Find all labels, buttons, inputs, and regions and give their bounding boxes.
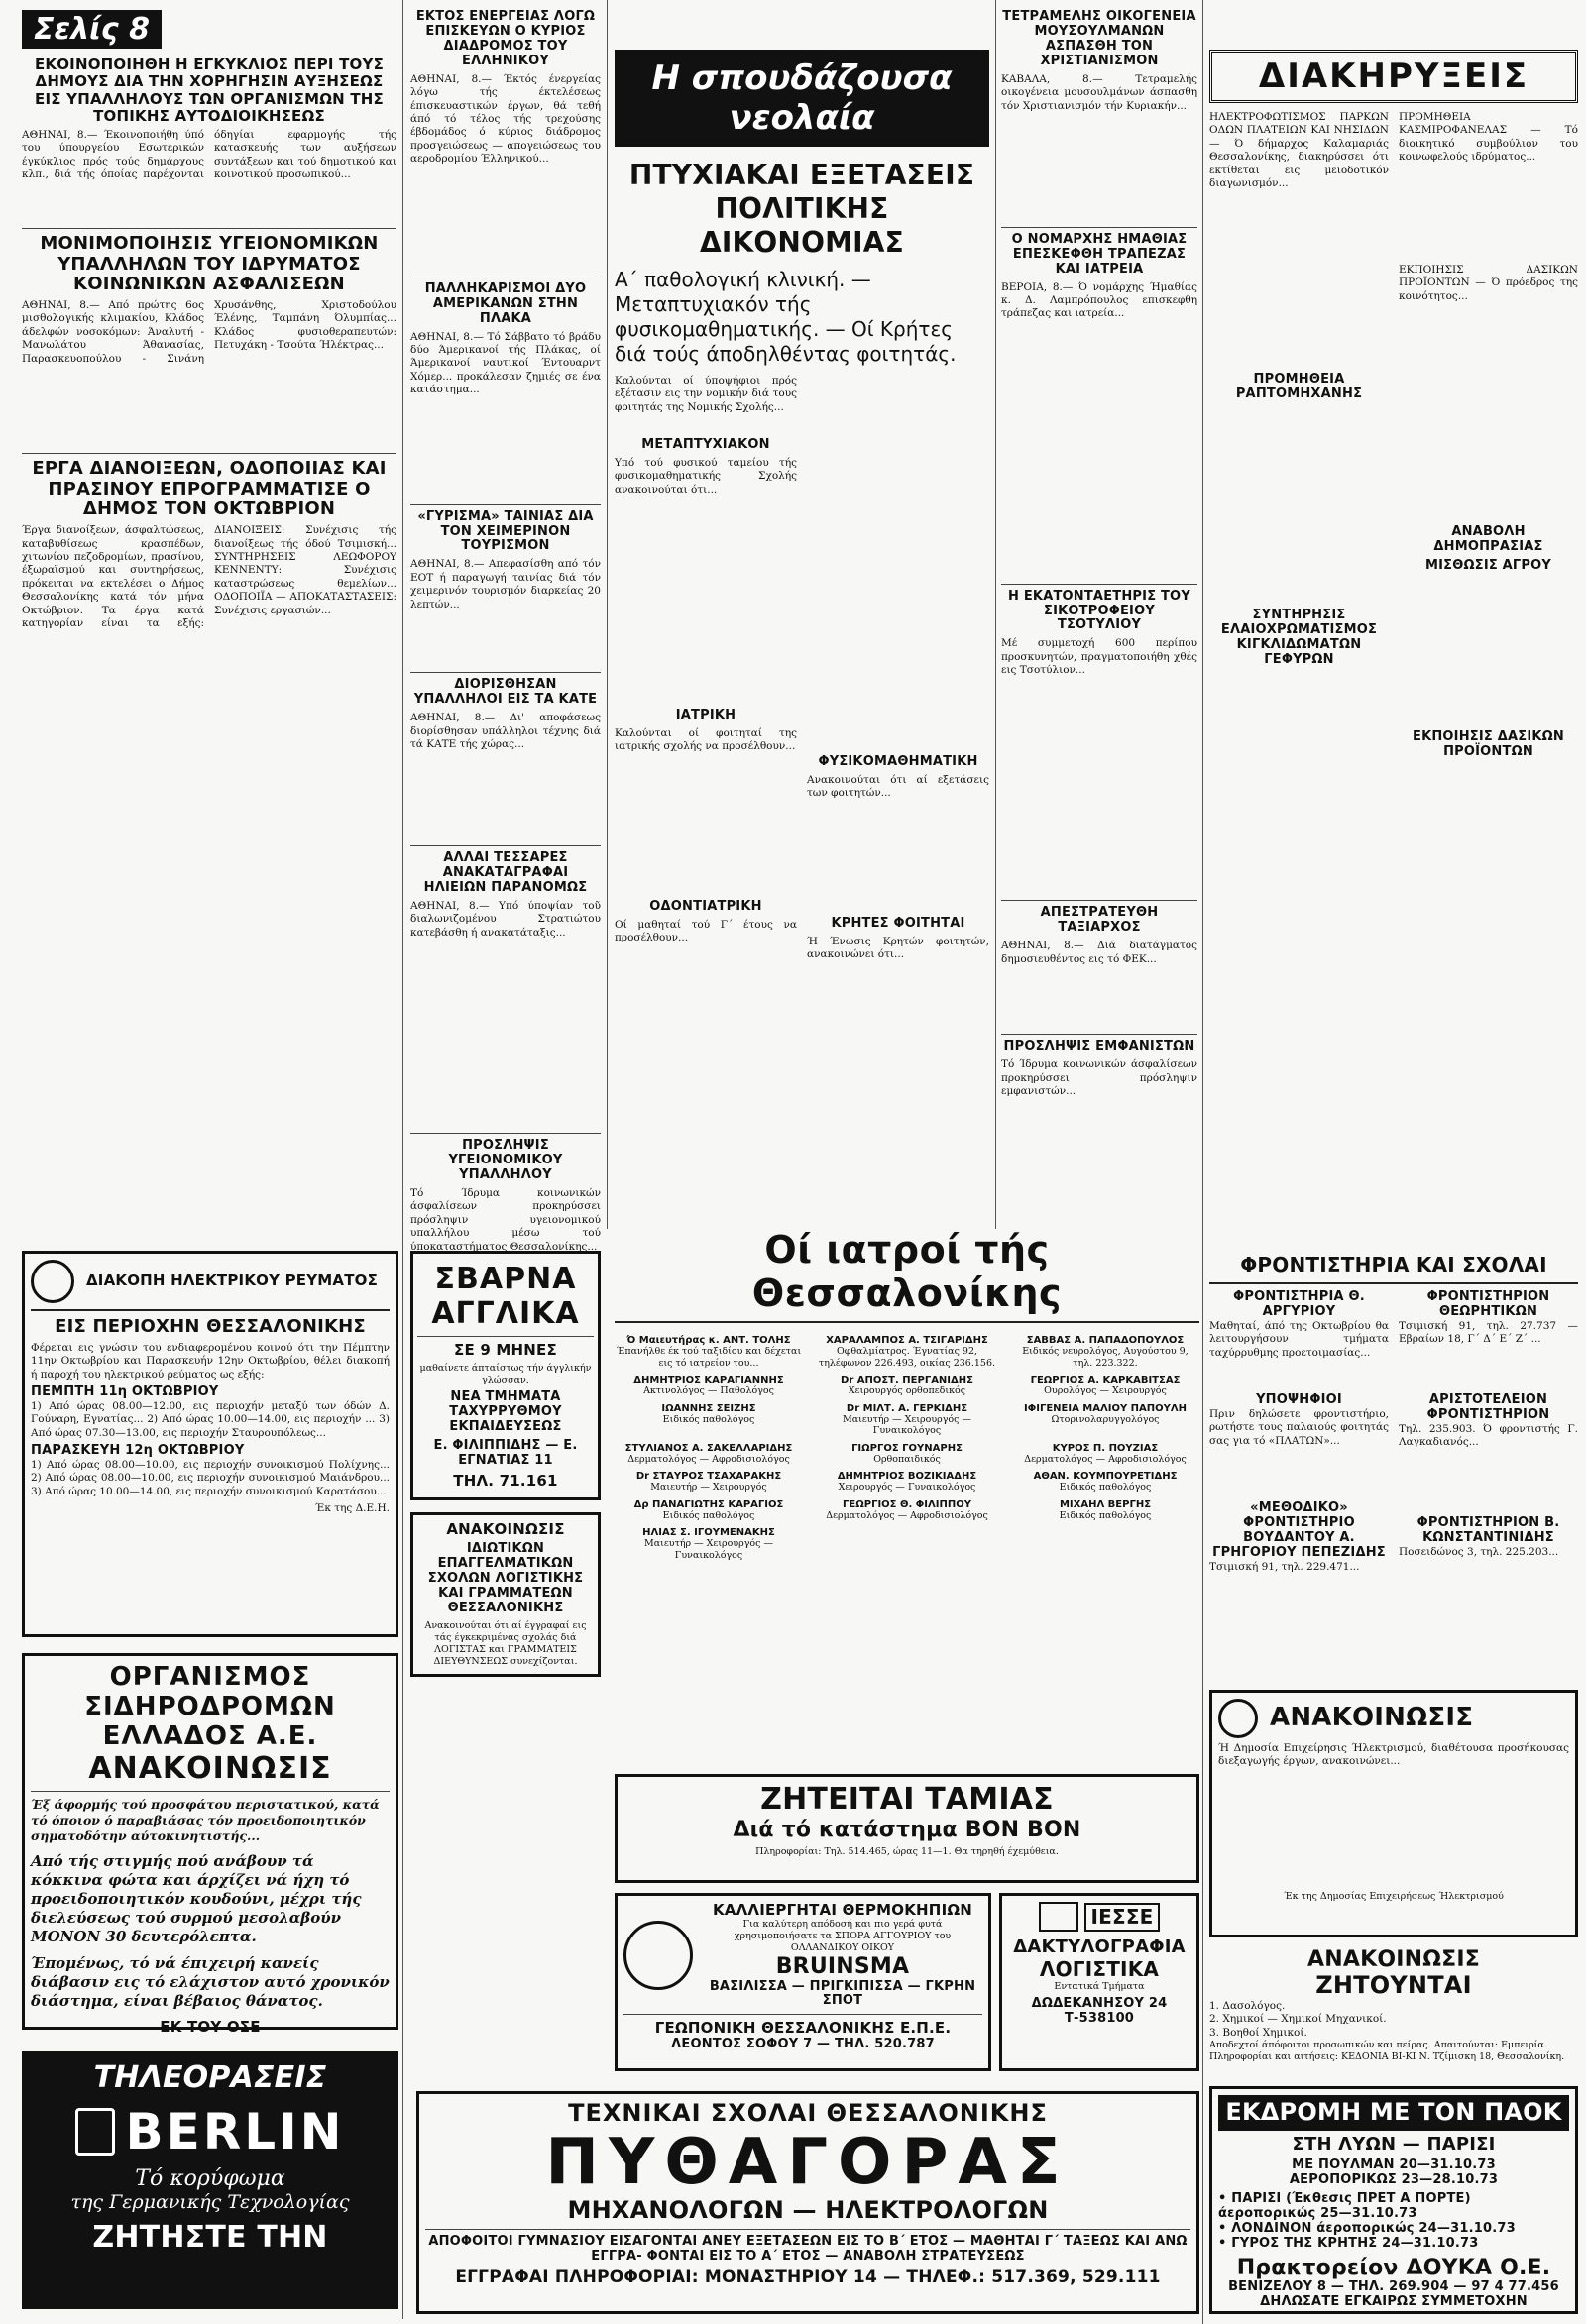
doctor-name: ΔΗΜΗΤΡΙΟΣ ΒΟΖΙΚΙΑΔΗΣ (837, 1471, 977, 1483)
doctor-info: Ειδικός παθολόγος (1059, 1482, 1152, 1494)
ad-iese-address: ΔΩΔΕΚΑΝΗΣΟΥ 24 Τ-538100 (1031, 1995, 1168, 2026)
doctor-name: ΓΕΩΡΓΙΟΣ Α. ΚΑΡΚΑΒΙΤΣΑΣ (1030, 1375, 1181, 1386)
doctor-entry (1011, 1329, 1199, 1369)
doctor-name: Dr ΜΙΛΤ. Α. ΓΕΡΚΙΔΗΣ (846, 1402, 968, 1414)
ad-svarna-line: Ε. ΦΙΛΙΠΠΙΔΗΣ — Ε. ΕΓΝΑΤΙΑΣ 11 (433, 1438, 578, 1468)
doctor-entry (813, 1494, 1001, 1522)
ad-pyth-title: ΠΥΘΑΓΟΡΑΣ (545, 2125, 1071, 2199)
column-1 (22, 10, 396, 1239)
ad-iese (999, 1893, 1199, 2071)
doctor-entry (615, 1369, 803, 1397)
ad-pyth-line: ΑΠΟΦΟΙΤΟΙ ΓΥΜΝΑΣΙΟΥ ΕΙΣΑΓΟΝΤΑΙ ΑΝΕΥ ΕΞΕΤΑΣΕΩΝ ΕΙΣ ΤΟ Β΄ ΕΤΟΣ — ΜΑΘΗΤΑΙ Γ΄ ΤΑΞΕΩΣ ΚΑΙ ΑΝΩ ΕΓΓΡΑ- ΦΟΝΤΑΙ ΕΙΣ ΤΟ Α΄ ΕΤΟΣ — ΑΝΑΒΟΛΗ ΣΤΡΑΤΕΥΣΕΩΣ (428, 2234, 1188, 2265)
school-title: ΥΠΟΨΗΦΙΟΙ (1256, 1391, 1342, 1407)
doctor-entry (615, 1465, 803, 1494)
doctor-info: Ειδικός νευρολόγος, Αυγούστου 9, τηλ. 223.322. (1022, 1346, 1189, 1369)
ad-day: ΠΕΜΠΤΗ 11η ΟΚΤΩΒΡΙΟΥ (31, 1383, 219, 1399)
doctor-name: ΣΑΒΒΑΣ Α. ΠΑΠΑΔΟΠΟΥΛΟΣ (1026, 1335, 1185, 1347)
ad-intro: Φέρεται εις γνώσιν του ενδιαφερομένου κοινού ότι την Πέμπτην 11ην Οκτωβρίου και Παρασκευήν 12ην Οκτωβρίου, θέλει διακοπή ή παροχή του ηλεκτρικού ρεύματος ως εξής: (31, 1341, 390, 1381)
headline-hiring: ΠΡΟΣΛΗΨΙΣ ΕΜΦΑΝΙΣΤΩΝ (1003, 1039, 1195, 1054)
section-label (22, 10, 162, 49)
doctor-entry (813, 1329, 1001, 1369)
school-text: Μαθηταί, άπό της Οκτωβρίου θα λειτουργήσουν τμήματα ταχύρρυθμης προετοιμασίας... (1209, 1319, 1389, 1359)
schools-section (1209, 1254, 1578, 1680)
tender-title: ΣΥΝΤΗΡΗΣΙΣ ΕΛΑΙΟΧΡΩΜΑΤΙΣΜΟΣ ΚΙΓΚΛΙΔΩΜΑΤΩΝ ΓΕΦΥΡΩΝ (1220, 607, 1378, 667)
wanted-item: 2. Χημικοί — Χημικοί Μηχανικοί. (1209, 2013, 1387, 2026)
ad-org: ΔΙΑΚΟΠΗ ΗΛΕΚΤΡΙΚΟΥ ΡΕΥΜΑΤΟΣ (86, 1272, 379, 1290)
doctor-entry (1011, 1494, 1199, 1522)
dei-anak-title: ΑΝΑΚΟΙΝΩΣΙΣ (1270, 1703, 1474, 1733)
ad-iese-logo: ΙΕΣΣΕ (1084, 1903, 1159, 1932)
article-body: Τό Ίδρυμα κοινωνικών άσφαλίσεων προκηρύσσει πρόσληψιν εμφανιστών... (1001, 1058, 1197, 1097)
ad-notice-body: Ανακοινούται ότι αί έγγραφαί εις τάς έγκεκριμένας σχολάς διά ΛΟΓΙΣΤΑΣ και ΓΡΑΜΜΑΤΕΙΣ ΔΙΕΥΘΥΝΣΕΩΣ συνεχίζονται. (424, 1620, 587, 1668)
tender-item: ΠΡΟΜΗΘΕΙΑ ΚΑΣΜΙΡΟΦΑΝΕΛΑΣ — Τό διοικητικό συμβούλιον του κοινωφελούς ιδρύματος... (1399, 111, 1578, 164)
article-body: ΑΘΗΝΑΙ, 8.— Έκτός ένεργείας λόγω τής έκτελέσεως έπισκευαστικών έργων, θά τεθή άπό τό τέλος τής τρεχούσης έβδομάδος ό κύριος διάδρομος προσγειώσεως — απογειώσεως του αεροδρομίου Έλληνικού... (410, 72, 601, 166)
ad-ose-body: Έπομένως, τό νά έπιχειρή κανείς διάβασιν εις τό ελάχιστον αυτό χρονικόν διάστημα, είναι βέβαιος θάνατος. (31, 1954, 390, 2010)
paok-trip-item: • ΓΥΡΟΣ ΤΗΣ ΚΡΗΤΗΣ 24—31.10.73 (1218, 2235, 1479, 2251)
doctor-entry (813, 1397, 1001, 1437)
ad-pyth-line: ΤΕΧΝΙΚΑΙ ΣΧΟΛΑΙ ΘΕΣΣΑΛΟΝΙΚΗΣ (568, 2099, 1048, 2127)
typewriter-icon (1039, 1902, 1078, 1932)
headline-runway: ΕΚΤΟΣ ΕΝΕΡΓΕΙΑΣ ΛΟΓΩ ΕΠΙΣΚΕΥΩΝ Ο ΚΥΡΙΟΣ ΔΙΑΔΡΟΜΟΣ ΤΟΥ ΕΛΛΗΝΙΚΟΥ (415, 9, 596, 68)
wanted-item: 1. Δασολόγος. (1209, 1999, 1286, 2012)
ad-cashier-title: ΖΗΤΕΙΤΑΙ ΤΑΜΙΑΣ (760, 1782, 1054, 1817)
doctor-info: Ωτορινολαρυγγολόγος (1051, 1413, 1160, 1425)
article-body: Καλούνται οί ύποψήφιοι πρός εξέτασιν εις την νομικήν διά τους φοιτητάς της Νομικής Σχολής... (615, 375, 797, 413)
ad-berlin-brand: BERLIN (125, 2102, 345, 2160)
column-4 (1001, 10, 1197, 1239)
doctor-info: Ειδικός παθολόγος (662, 1413, 755, 1425)
doctor-info: Οφθαλμίατρος. Έγνατίας 92, τηλέφωνον 226.493, οικίας 236.156. (818, 1346, 996, 1369)
article-body: Μέ συμμετοχή 600 περίπου προσκυνητών, πραγματοποιήθη χθές εις Τσοτύλιον... (1001, 637, 1197, 677)
school-text: Ποσειδώνος 3, τηλ. 225.203... (1399, 1545, 1559, 1558)
school-title: «ΜΕΘΟΔΙΚΟ» ΦΡΟΝΤΙΣΤΗΡΙΟ ΒΟΥΔΑΝΤΟΥ Α. ΓΡΗΓΟΡΙΟΥ ΠΕΠΕΖΙΔΗΣ (1212, 1499, 1386, 1560)
paok-trip-item: • ΛΟΝΔΙΝΟΝ άεροπορικώς 24—31.10.73 (1218, 2221, 1516, 2237)
wanted-line: ΑΝΑΚΟΙΝΩΣΙΣ (1307, 1947, 1480, 1972)
doctor-info: Δερματολόγος — Αφροδισιολόγος (826, 1509, 988, 1521)
doctor-name: ΑΘΑΝ. ΚΟΥΜΠΟΥΡΕΤΙΔΗΣ (1033, 1471, 1178, 1483)
school-text: Πριν δηλώσετε φροντιστήριο, ρωτήστε τους παλαιούς φοιτητάς σας για τό «ΠΛΑΤΩΝ»... (1209, 1407, 1389, 1447)
tenders-header: ΔΙΑΚΗΡΥΞΕΙΣ (1258, 56, 1529, 96)
school-title: ΦΡΟΝΤΙΣΤΗΡΙΟΝ ΘΕΩΡΗΤΙΚΩΝ (1426, 1289, 1550, 1319)
doctor-info: Ακτινολόγος — Παθολόγος (643, 1385, 774, 1397)
school-text: Τσιμισκή 91, τηλ. 229.471... (1209, 1560, 1360, 1573)
student-youth-banner (615, 50, 989, 147)
article-body: Ανακοινούται ότι αί εξετάσεις των φοιτητών... (807, 773, 989, 800)
ad-bruinsma-address: ΛΕΟΝΤΟΣ ΣΟΦΟΥ 7 — ΤΗΛ. 520.787 (671, 2036, 935, 2051)
article-body: ΑΘΗΝΑΙ, 8.— Τό Σάββατο τό βράδυ δύο Άμερικανοί τής Πλάκας, οί Άμερικανοί ναυτικοί Έντουαρντ Χόμερ... προκάλεσαν ζημιές σε ένα κατάστημα... (410, 330, 601, 396)
article-body: ΑΘΗΝΑΙ, 8.— Από πρώτης 6ος μισθολογικής κλιμακίου, Κλάδος άδελφών νοσοκόμων: Άναλυτή - Μανωλάτου Άθανασίας, Παρασκευοπούλου - Σινάνη Χρυσάνθης, Χριστοδούλου Έλένης, Ταμπάνη Όλυμπίας... Κλάδος φυσιοθεραπευτών: Πετυχάκη - Τσούτα Ήλέκτρας... (22, 299, 396, 365)
ad-bruinsma-body: Για καλύτερη απόδοσή και πιο γερά φυτά χρησιμοποιήσατε τα ΣΠΟΡΑ ΑΓΓΟΥΡΙΟΥ του ΟΛΛΑΝΔΙΚΟΥ ΟΙΚΟΥ (734, 1919, 952, 1954)
ad-power-outage (22, 1251, 398, 1637)
ad-pyth-contact: ΕΓΓΡΑΦΑΙ ΠΛΗΡΟΦΟΡΙΑΙ: ΜΟΝΑΣΤΗΡΙΟΥ 14 — ΤΗΛΕΦ.: 517.369, 529.111 (455, 2268, 1161, 2288)
paok-address: ΒΕΝΙΖΕΛΟΥ 8 — ΤΗΛ. 269.904 — 97 4 77.456 (1228, 2279, 1559, 2295)
doctor-name: ΚΥΡΟΣ Π. ΠΟΥΖΙΑΣ (1052, 1442, 1159, 1454)
ad-day-text: 1) Από ώρας 08.00—10.00, εις περιοχήν συνοικισμού Πολίχνης... 2) Από ώρας 08.00—10.00, εις περιοχήν συνοικισμού Μαιάνδρου... 3) Από ώρας 10.00—14.00, εις περιοχήν συνοικισμού Καρατάσου... (31, 1459, 390, 1497)
ad-svarna-line: ΑΓΓΛΙΚΑ (431, 1296, 580, 1331)
school-title: ΦΡΟΝΤΙΣΤΗΡΙΑ Θ. ΑΡΓΥΡΙΟΥ (1233, 1289, 1365, 1319)
school-title: ΑΡΙΣΤΟΤΕΛΕΙΟΝ ΦΡΟΝΤΙΣΤΗΡΙΟΝ (1426, 1391, 1550, 1422)
ad-bruinsma-varieties: ΒΑΣΙΛΙΣΣΑ — ΠΡΙΓΚΙΠΙΣΣΑ — ΓΚΡΗΝ ΣΠΟΤ (709, 1978, 976, 2009)
column-rule (1202, 0, 1203, 2324)
doctors-directory (615, 1229, 1199, 1744)
doctor-name: Dr ΣΤΑΥΡΟΣ ΤΣΑΧΑΡΑΚΗΣ (635, 1471, 782, 1483)
ad-bruinsma-company: ΓΕΩΠΟΝΙΚΗ ΘΕΣΣΑΛΟΝΙΚΗΣ Ε.Π.Ε. (654, 2019, 952, 2038)
article-body: ΚΑΒΑΛΑ, 8.— Τετραμελής οικογένεια μουσουλμάνων άσπασθη τόν Χριστιανισμόν τήν Κυριακήν... (1001, 72, 1197, 112)
ad-iese-line: ΔΑΚΤΥΛΟΓΡΑΦΙΑ (1013, 1937, 1186, 1957)
school-text: Τσιμισκή 91, τηλ. 27.737 — Εβραίων 18, Γ΄ Δ΄ Ε΄ Ζ΄ ... (1399, 1319, 1578, 1346)
tender-item (1209, 406, 1389, 605)
column-rule (402, 1229, 403, 2319)
doctor-entry (615, 1494, 803, 1522)
ad-berlin-tv (22, 2051, 398, 2309)
ad-ose-sign: ΕΚ ΤΟΥ ΟΣΕ (160, 2018, 261, 2036)
ad-ose-title: ΑΝΑΚΟΙΝΩΣΙΣ (88, 1751, 332, 1786)
tender-title: ΠΡΟΜΗΘΕΙΑ ΡΑΠΤΟΜΗΧΑΝΗΣ (1235, 372, 1363, 401)
doctor-info: Ορθοπαιδικός (873, 1453, 941, 1465)
tenders-header-box (1209, 50, 1578, 103)
ad-berlin-line: ΤΗΛΕΟΡΑΣΕΙΣ (93, 2060, 327, 2095)
article-body: Έργα διανοίξεων, άσφαλτώσεως, καταβυθίσεως κρασπέδων, χιτωνίου πεζοδρομίων, πρασίνου, έξωραϊσμού και συντηρήσεως, πρόκειται να εκτελέσει ο Δήμος Θεσσαλονίκης κατά τόν μήνα Οκτώβριον. Τα έργα κατά κατηγορίαν είναι τα εξής: ΔΙΑΝΟΙΞΕΙΣ: Συνέχισις τής διανοίξεως τής όδού Τσιμισκή... ΣΥΝΤΗΡΗΣΕΙΣ ΛΕΩΦΟΡΟΥ ΚΕΝΝΕΝΤΥ: Συνέχισις καταστρώσεως θεμελίων... ΟΔΟΠΟΙΪΑ — ΑΠΟΚΑΤΑΣΤΑΣΕΙΣ: Συνέχισις εργασιών... (22, 524, 396, 629)
ad-sign: Έκ της Δ.Ε.Η. (314, 1502, 390, 1515)
doctor-info: Χειρουργός ορθοπεδικός (848, 1385, 966, 1397)
tender-item (1399, 578, 1578, 726)
ad-svarna-line: μαθαίνετε άπταίστως τήν άγγλικήν γλώσσαν. (419, 1363, 592, 1386)
paok-trip-item: • ΠΑΡΙΣΙ (Έκθεσις ΠΡΕΤ Α ΠΟΡΤΕ) άεροπορικώς 25—31.10.73 (1218, 2191, 1471, 2222)
doctors-grid (615, 1329, 1199, 1561)
subhead-cretan: ΚΡΗΤΕΣ ΦΟΙΤΗΤΑΙ (831, 915, 965, 931)
article-body: Υπό τού φυσικού ταμείου τής φυσικομαθηματικής Σχολής ανακοινούται ότι... (615, 456, 797, 496)
ad-svarna-line: ΤΗΛ. 71.161 (453, 1471, 558, 1490)
ad-pythagoras (416, 2091, 1199, 2314)
headline-exams: ΠΤΥΧΙΑΚΑΙ ΕΞΕΤΑΣΕΙΣ ΠΟΛΙΤΙΚΗΣ ΔΙΚΟΝΟΜΙΑΣ (628, 159, 975, 259)
article-body: ΑΘΗΝΑΙ, 8.— Διά διατάγματος δημοσιευθέντος εις τό ΦΕΚ... (1001, 940, 1197, 965)
column-rule (995, 0, 996, 1229)
doctor-name: Ό Μαιευτήρας κ. ΑΝΤ. ΤΟΛΗΣ (626, 1335, 791, 1347)
headline-nomarch: Ο ΝΟΜΑΡΧΗΣ ΗΜΑΘΙΑΣ ΕΠΕΣΚΕΦΘΗ ΤΡΑΠΕΖΑΣ ΚΑΙ ΙΑΤΡΕΙΑ (1011, 231, 1188, 277)
section-label-text: Σελίς 8 (34, 12, 150, 47)
headline-illegal: ΑΛΛΑΙ ΤΕΣΣΑΡΕΣ ΑΝΑΚΑΤΑΓΡΑΦΑΙ ΗΛΙΕΙΩΝ ΠΑΡΑΝΟΜΩΣ (423, 850, 588, 896)
doctor-info: Δερματολόγος — Αφροδισιολόγος (627, 1453, 790, 1465)
ad-notice-title: ΑΝΑΚΟΙΝΩΣΙΣ (446, 1520, 565, 1539)
ad-bruinsma (615, 1893, 991, 2071)
banner-text: Η σπουδάζουσα νεολαία (651, 58, 953, 138)
dei-logo-icon (31, 1260, 74, 1303)
wanted-list (1209, 2000, 1578, 2040)
headline-muslim-family: ΤΕΤΡΑΜΕΛΗΣ ΟΙΚΟΓΕΝΕΙΑ ΜΟΥΣΟΥΛΜΑΝΩΝ ΑΣΠΑΣΘΗ ΤΟΝ ΧΡΙΣΤΙΑΝΙΣΜΟΝ (1002, 9, 1196, 68)
tender-item: ΗΛΕΚΤΡΟΦΩΤΙΣΜΟΣ ΠΑΡΚΩΝ ΟΔΩΝ ΠΛΑΤΕΙΩΝ ΚΑΙ ΝΗΣΙΔΩΝ — Ό δήμαρχος Καλαμαριάς Θεσσαλονίκης, διακηρύσσει ότι εκτίθεται εις μειοδοτικόν διαγωνισμόν... (1209, 111, 1389, 190)
headline-plaka: ΠΑΛΛΗΚΑΡΙΣΜΟΙ ΔΥΟ ΑΜΕΡΙΚΑΝΩΝ ΣΤΗΝ ΠΛΑΚΑ (424, 280, 587, 326)
paok-title: ΕΚΔΡΟΜΗ ΜΕ ΤΟΝ ΠΑΟΚ (1218, 2095, 1569, 2131)
headline-health-staff: ΠΡΟΣΛΗΨΙΣ ΥΓΕΙΟΝΟΜΙΚΟΥ ΥΠΑΛΛΗΛΟΥ (448, 1138, 563, 1182)
doctor-entry (615, 1521, 803, 1561)
doctor-name: ΜΙΧΑΗΛ ΒΕΡΓΗΣ (1059, 1498, 1152, 1510)
seed-logo-icon (623, 1921, 693, 1990)
paok-option: ΜΕ ΠΟΥΛΜΑΝ 20—31.10.73 (1292, 2158, 1496, 2173)
ad-svarna-line: ΣΕ 9 ΜΗΝΕΣ (454, 1341, 557, 1359)
ad-bruinsma-title: ΚΑΛΛΙΕΡΓΗΤΑΙ ΘΕΡΜΟΚΗΠΙΩΝ (712, 1901, 973, 1919)
ad-ose-body: Έξ άφορμής τού προσφάτου περιστατικού, κατά τό όποιον ό παραβιάσας τόν προειδοποιητικόν σηματοδότην αύτοκινητιστής... (31, 1797, 380, 1843)
ad-berlin-cta: ΖΗΤΗΣΤΕ ΤΗΝ (92, 2220, 328, 2255)
doctor-entry (615, 1397, 803, 1437)
ad-day-text: 1) Από ώρας 08.00—12.00, εις περιοχήν μεταξύ των όδών Δ. Γούναρη, Εγνατίας... 2) Από ώρας 10.00—14.00, εις περιοχήν ... 3) Από ώρας 07.30—13.00, εις περιοχήν Σταυρουπόλεως... (31, 1399, 390, 1439)
doctor-name: ΧΑΡΑΛΑΜΠΟΣ Α. ΤΣΙΓΑΡΙΔΗΣ (826, 1335, 988, 1347)
article-body: ΑΘΗΝΑΙ, 8.— Δι' αποφάσεως διορίσθησαν υπάλληλοι τέχνης διά τά ΚΑΤΕ τής χώρας... (410, 712, 601, 751)
doctor-name: ΓΙΩΡΓΟΣ ΓΟΥΝΑΡΗΣ (851, 1442, 963, 1454)
doctor-name: ΙΩΑΝΝΗΣ ΣΕΙΖΗΣ (661, 1402, 756, 1414)
paok-option: ΑΕΡΟΠΟΡΙΚΩΣ 23—28.10.73 (1289, 2172, 1499, 2188)
ad-ose-line: ΣΙΔΗΡΟΔΡΟΜΩΝ ΕΛΛΑΔΟΣ Α.Ε. (84, 1692, 336, 1751)
article-body: Καλούνται οί φοιτηταί της ιατρικής σχολής να προσέλθουν... (615, 726, 797, 753)
doctor-name: ΙΦΙΓΕΝΕΙΑ ΜΑΛΙΟΥ ΠΑΠΟΥΛΗ (1024, 1402, 1187, 1414)
ad-svarna (410, 1251, 601, 1500)
paok-cta: ΔΗΛΩΣΑΤΕ ΕΓΚΑΙΡΩΣ ΣΥΜΜΕΤΟΧΗΝ (1260, 2294, 1528, 2310)
column-5 (1209, 50, 1578, 1249)
wanted-item: 3. Βοηθοί Χημικοί. (1209, 2026, 1307, 2039)
ad-wanted (1209, 1947, 1578, 2076)
paok-agency: Πρακτορείον ΔΟΥΚΑ Ο.Ε. (1236, 2255, 1551, 2280)
ad-cashier (615, 1774, 1199, 1883)
headline-ika-staff: ΜΟΝΙΜΟΠΟΙΗΣΙΣ ΥΓΕΙΟΝΟΜΙΚΩΝ ΥΠΑΛΛΗΛΩΝ ΤΟΥ ΙΔΡΥΜΑΤΟΣ ΚΟΙΝΩΝΙΚΩΝ ΑΣΦΑΛΙΣΕΩΝ (40, 233, 379, 295)
article-body: Οί μαθηταί τού Γ΄ έτους να προσέλθουν... (615, 918, 797, 944)
tender-title: ΕΚΠΟΙΗΣΙΣ ΔΑΣΙΚΩΝ ΠΡΟΪΟΝΤΩΝ (1413, 728, 1564, 759)
article-body: ΒΕΡΟΙΑ, 8.— Ό νομάρχης Ήμαθίας κ. Δ. Λαμπρόπουλος επισκεφθη τράπεζας και ιατρεία... (1001, 280, 1197, 320)
ad-paok-trip (1209, 2086, 1578, 2314)
doctor-entry (1011, 1369, 1199, 1397)
subhead-physics: ΦΥΣΙΚΟΜΑΘΗΜΑΤΙΚΗ (818, 754, 978, 769)
subhead-medicine: ΙΑΤΡΙΚΗ (675, 707, 736, 722)
dei-anak-text: Ή Δημοσία Επιχείρησις Ήλεκτρισμού, διαθέτουσα προσήκουσας διεξαγωγής έργων, ανακοινώνει... (1218, 1742, 1569, 1768)
article-body: Ή Ένωσις Κρητών φοιτητών, ανακοινώνει ότι... (807, 935, 989, 961)
doctor-entry (1011, 1465, 1199, 1494)
wanted-text: Αποδεχτοί άπόφοιτοι προσωπικών και πείρας. Απαιτούνται: Εμπειρία. Πληροφορίαι και αιτήσεις: ΚΕΔΟΝΙΑ ΒΙ-ΚΙ Ν. Τζίμισκη 18, Θεσσαλονίκη. (1209, 2040, 1565, 2063)
school-text: Τηλ. 235.903. Ό φροντιστής Γ. Λαγκαδιανός... (1399, 1422, 1578, 1449)
deck: Α΄ παθολογική κλινική. — Μεταπτυχιακόν τής φυσικομαθηματικής. — Οί Κρήτες διά τούς άποδηλθέντας φοιτητάς. (615, 268, 957, 366)
ad-cashier-sub: Διά τό κατάστημα BON BON (733, 1817, 1081, 1842)
doctor-entry (1011, 1437, 1199, 1466)
headline-orphanage: Η ΕΚΑΤΟΝΤΑΕΤΗΡΙΣ ΤΟΥ ΣΙΚΟΤΡΟΦΕΙΟΥ ΤΣΟΤΥΛΙΟΥ (1008, 588, 1190, 633)
doctor-name: Δρ ΠΑΝΑΓΙΩΤΗΣ ΚΑΡΑΓΙΟΣ (633, 1498, 784, 1510)
paok-trips (1218, 2192, 1569, 2252)
school-title: ΦΡΟΝΤΙΣΤΗΡΙΟΝ Β. ΚΩΝΣΤΑΝΤΙΝΙΔΗΣ (1416, 1514, 1560, 1545)
doctor-name: ΓΕΩΡΓΙΟΣ Θ. ΦΙΛΙΠΠΟΥ (843, 1498, 971, 1510)
doctor-entry (615, 1329, 803, 1369)
column-2 (410, 9, 601, 1253)
tender-item (1399, 764, 1578, 923)
ad-notice-sub: ΙΔΙΩΤΙΚΩΝ ΕΠΑΓΓΕΛΜΑΤΙΚΩΝ ΣΧΟΛΩΝ ΛΟΓΙΣΤΙΚΗΣ ΚΑΙ ΓΡΑΜΜΑΤΕΩΝ ΘΕΣΣΑΛΟΝΙΚΗΣ (427, 1541, 584, 1616)
headline-municipal-raises: ΕΚΟΙΝΟΠΟΙΗΘΗ Η ΕΓΚΥΚΛΙΟΣ ΠΕΡΙ ΤΟΥΣ ΔΗΜΟΥΣ ΔΙΑ ΤΗΝ ΧΟΡΗΓΗΣΙΝ ΑΥΞΗΣΕΩΣ ΕΙΣ ΥΠΑΛΛΗΛΟΥΣ ΤΩΝ ΟΡΓΑΝΙΣΜΩΝ ΤΗΣ ΤΟΠΙΚΗΣ ΑΥΤΟΔΙΟΙΚΗΣΕΩΣ (34, 55, 385, 125)
ad-title: ΕΙΣ ΠΕΡΙΟΧΗΝ ΘΕΣΣΑΛΟΝΙΚΗΣ (55, 1316, 366, 1337)
article-body: ΑΘΗΝΑΙ, 8.— Έκοινοποιήθη ύπό του ύπουργείου Εσωτερικών έγκύκλιος πρός τούς δημάρχους κλπ., διά τής όποίας παρέχονται όδηγίαι εφαρμογής τής κατασκευής των αυξήσεων συντάξεων και τού δημοτικού και κοινοτικού προσωπικού... (22, 129, 396, 181)
headline-kate: ΔΙΟΡΙΣΘΗΣΑΝ ΥΠΑΛΛΗΛΟΙ ΕΙΣ ΤΑ ΚΑΤΕ (413, 677, 598, 708)
ad-svarna-line: ΣΒΑΡΝΑ (434, 1262, 577, 1296)
ad-iese-line: ΛΟΓΙΣΤΙΚΑ (1039, 1956, 1160, 1981)
doctor-info: Ειδικός παθολόγος (1059, 1509, 1152, 1521)
ad-ose (22, 1653, 398, 2036)
doctor-name: ΔΗΜΗΤΡΙΟΣ ΚΑΡΑΓΙΑΝΝΗΣ (633, 1375, 784, 1386)
subhead-postgrad: ΜΕΤΑΠΤΥΧΙΑΚΟΝ (641, 437, 770, 452)
schools-header: ΦΡΟΝΤΙΣΤΗΡΙΑ ΚΑΙ ΣΧΟΛΑΙ (1240, 1253, 1547, 1276)
ad-cashier-info: Πληροφορίαι: Τηλ. 514.465, ώρας 11—1. Θα τηρηθή έχεμύθεια. (755, 1845, 1059, 1857)
berlin-bear-icon (75, 2108, 115, 2156)
tender-title: ΑΝΑΒΟΛΗ ΔΗΜΟΠΡΑΣΙΑΣ (1433, 524, 1543, 554)
doctor-entry (813, 1465, 1001, 1494)
doctor-info: Ειδικός παθολόγος (662, 1509, 755, 1521)
paok-route: ΣΤΗ ΛΥΩΝ — ΠΑΡΙΣΙ (1292, 2133, 1496, 2155)
ad-ose-body: Από τής στιγμής πού ανάβουν τά κόκκινα φώτα και άρχίζει νά ήχη τό προειδοποιητικόν κουδούνι, μέχρι τής διελεύσεως τού συρμού μεσολαβούν ΜΟΝΟΝ 30 δευτερόλεπτα. (31, 1852, 362, 1945)
doctor-entry (813, 1437, 1001, 1466)
ad-iese-line: Εντατικά Τμήματα (1054, 1980, 1145, 1992)
doctor-name: ΗΛΙΑΣ Σ. ΙΓΟΥΜΕΝΑΚΗΣ (642, 1527, 775, 1539)
article-body: Τό Ίδρυμα κοινωνικών άσφαλίσεων προκηρύσσει πρόσληψιν υγειονομικού υπαλλήλου μέσω τού ύποκαταστήματος Θεσσαλονίκης... (410, 1186, 601, 1253)
doctor-info: Μαιευτήρ — Χειρουργός — Γυναικολόγος (644, 1538, 773, 1561)
subhead-dentistry: ΟΔΟΝΤΙΑΤΡΙΚΗ (649, 898, 762, 914)
doctor-info: Δερματολόγος — Αφροδισιολόγος (1024, 1453, 1187, 1465)
ad-schools-notice (410, 1512, 601, 1677)
doctor-info: Μαιευτήρ — Χειρουργός — Γυναικολόγος (843, 1413, 971, 1437)
article-body (807, 375, 989, 751)
ad-svarna-line: ΝΕΑ ΤΜΗΜΑΤΑ ΤΑΧΥΡΡΥΘΜΟΥ ΕΚΠΑΙΔΕΥΣΕΩΣ (449, 1389, 562, 1435)
doctors-title: Οί ιατροί τής Θεσσαλονίκης (751, 1228, 1063, 1315)
doctor-info: Ουρολόγος — Χειρουργός (1044, 1385, 1167, 1397)
doctor-entry (1011, 1397, 1199, 1437)
dei-logo-icon (1218, 1699, 1258, 1738)
headline-film: «ΓΥΡΙΣΜΑ» ΤΑΙΝΙΑΣ ΔΙΑ ΤΟΝ ΧΕΙΜΕΡΙΝΟΝ ΤΟΥΡΙΣΜΟΝ (417, 508, 594, 554)
ad-berlin-line: Τό κορύφωμα (135, 2166, 285, 2191)
doctor-name: ΣΤΥΛΙΑΝΟΣ Α. ΣΑΚΕΛΛΑΡΙΔΗΣ (624, 1442, 793, 1454)
ad-berlin-line: της Γερμανικής Τεχνολογίας (70, 2191, 350, 2213)
dei-anak-sign: Έκ της Δημοσίας Επιχειρήσεως Ήλεκτρισμού (1284, 1891, 1504, 1902)
doctor-info: Έπανήλθε έκ τού ταξιδίου και δέχεται εις τό ιατρείον του... (616, 1346, 802, 1369)
column-rule (607, 0, 608, 1229)
doctor-entry (813, 1369, 1001, 1397)
column-3 (615, 50, 989, 1278)
article-body: ΑΘΗΝΑΙ, 8.— Απεφασίσθη από τόν ΕΟΤ ή παραγωγή ταινίας διά τόν χειμερινόν τουρισμόν διαρκείας 20 λεπτών... (410, 558, 601, 610)
tender-item (1209, 672, 1389, 949)
ad-day: ΠΑΡΑΣΚΕΥΗ 12η ΟΚΤΩΒΡΙΟΥ (31, 1443, 245, 1459)
doctor-name: Dr ΑΠΟΣΤ. ΠΕΡΓΑΝΙΔΗΣ (841, 1375, 973, 1386)
doctor-info: Μαιευτήρ — Χειρουργός (650, 1482, 767, 1494)
article-body: ΑΘΗΝΑΙ, 8.— Υπό ύποψίαν τοῦ διαλωνιζομένου Στρατιώτου κατεβάσθη ή ανακατάταξις... (410, 900, 601, 939)
ad-ose-line: ΟΡΓΑΝΙΣΜΟΣ (109, 1662, 311, 1692)
ad-dei-announcement (1209, 1690, 1578, 1937)
doctor-entry (615, 1437, 803, 1466)
headline-brigadier: ΑΠΕΣΤΡΑΤΕΥΘΗ ΤΑΞΙΑΡΧΟΣ (1040, 905, 1159, 936)
ad-pyth-line: ΜΗΧΑΝΟΛΟΓΩΝ — ΗΛΕΚΤΡΟΛΟΓΩΝ (567, 2195, 1049, 2224)
doctor-info: Χειρουργός — Γυναικολόγος (838, 1482, 976, 1494)
wanted-title: ΖΗΤΟΥΝΤΑΙ (1315, 1971, 1472, 2000)
column-rule (402, 0, 403, 1229)
tender-item: ΕΚΠΟΙΗΣΙΣ ΔΑΣΙΚΩΝ ΠΡΟΪΟΝΤΩΝ — Ό πρόεδρος της κοινότητος... (1399, 264, 1578, 302)
ad-bruinsma-brand: BRUINSMA (775, 1954, 910, 1980)
tender-title: ΜΙΣΘΩΣΙΣ ΑΓΡΟΥ (1424, 557, 1552, 573)
headline-municipal-works: ΕΡΓΑ ΔΙΑΝΟΙΞΕΩΝ, ΟΔΟΠΟΙΙΑΣ ΚΑΙ ΠΡΑΣΙΝΟΥ ΕΠΡΟΓΡΑΜΜΑΤΙΣΕ Ο ΔΗΜΟΣ ΤΟΝ ΟΚΤΩΒΡΙΟΝ (32, 458, 387, 520)
